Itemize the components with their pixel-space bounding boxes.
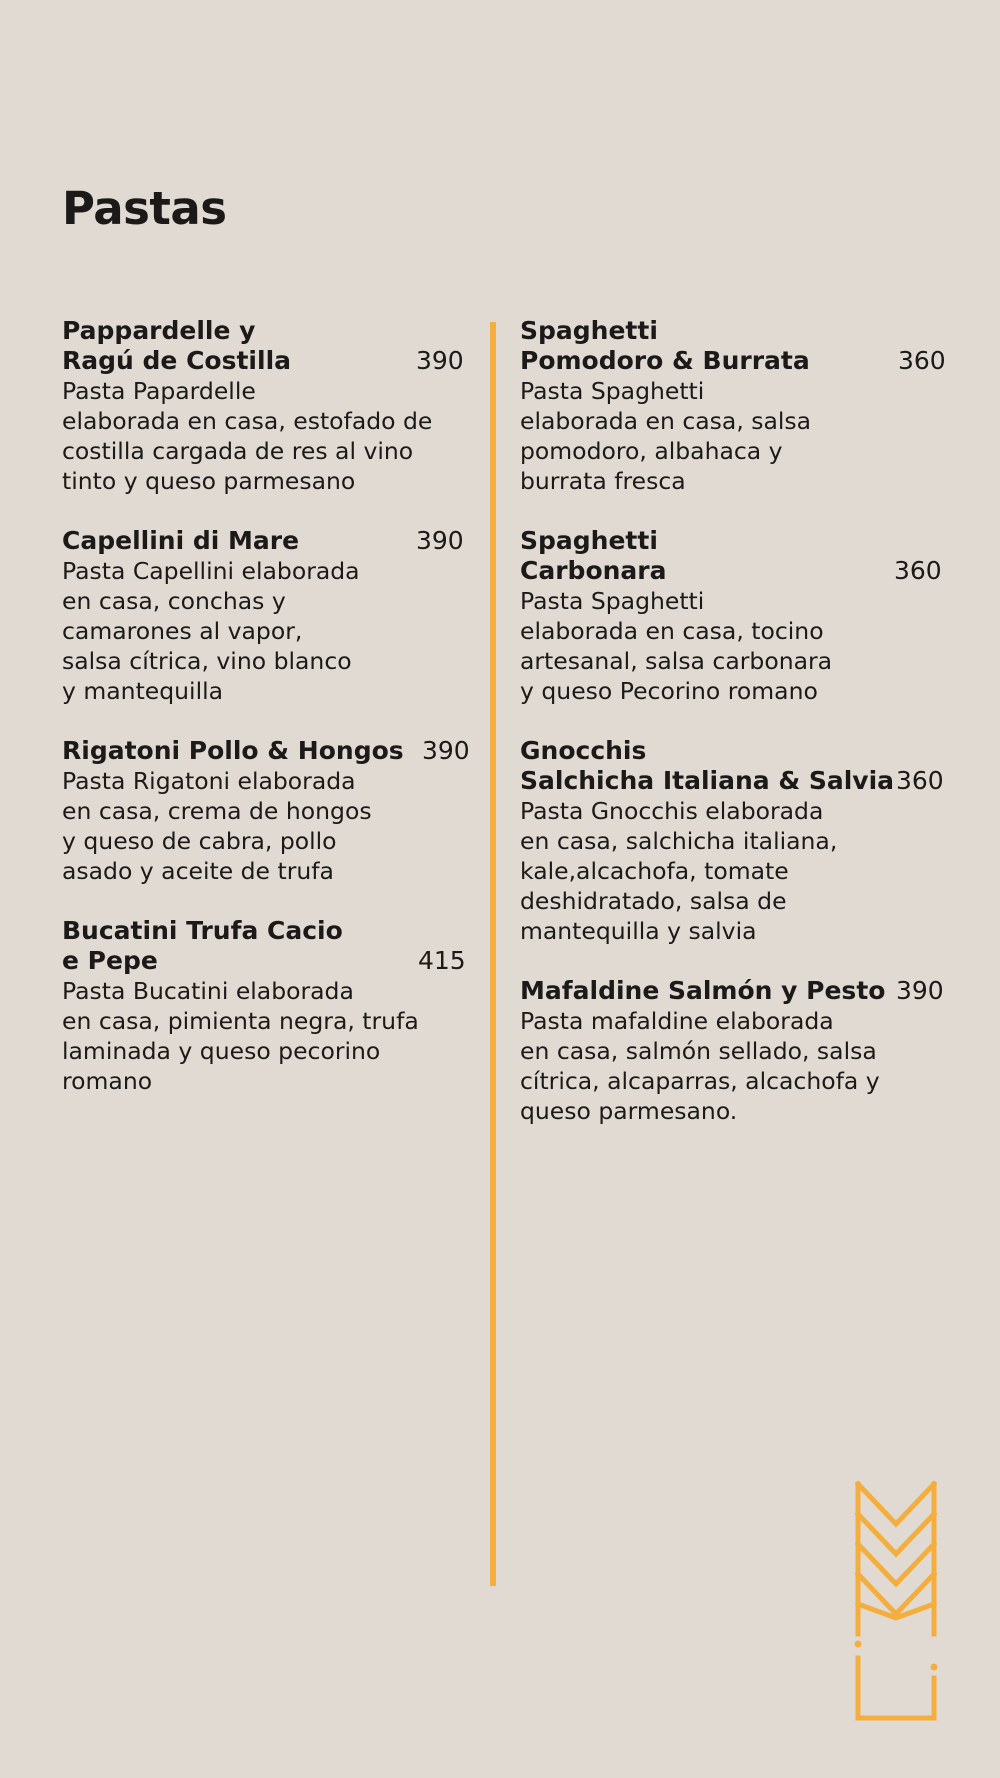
item-name: Capellini di Mare: [62, 526, 300, 555]
item-description: Pasta Spaghetti elaborada en casa, tocino artesanal, salsa carbonara y queso Pecorino romano: [520, 587, 833, 705]
menu-item: [62, 316, 472, 496]
item-name: Bucatini Trufa Cacio e Pepe: [62, 916, 343, 975]
menu-item: [520, 736, 942, 946]
page-title: Pastas: [62, 182, 227, 235]
menu-column-left: [62, 316, 472, 1096]
item-price: 390: [416, 526, 464, 555]
item-name: Mafaldine Salmón y Pesto: [520, 976, 886, 1005]
item-description: Pasta Papardelle elaborada en casa, estofado de costilla cargada de res al vino tinto y queso parmesano: [62, 377, 433, 495]
item-price: 390: [896, 976, 944, 1005]
item-description: Pasta Spaghetti elaborada en casa, salsa pomodoro, albahaca y burrata fresca: [520, 377, 812, 495]
menu-item: [520, 316, 946, 496]
item-price: 360: [896, 766, 944, 795]
item-name: Gnocchis Salchicha Italiana & Salvia: [520, 736, 895, 795]
item-description: Pasta Rigatoni elaborada en casa, crema de hongos y queso de cabra, pollo asado y aceite de trufa: [62, 767, 372, 885]
item-price: 360: [894, 556, 942, 585]
item-name: Spaghetti Carbonara: [520, 526, 667, 585]
item-description: Pasta Gnocchis elaborada en casa, salchicha italiana, kale,alcachofa, tomate deshidratado, salsa de mantequilla y salvia: [520, 797, 838, 945]
menu-item: [62, 526, 472, 706]
menu-item: [62, 916, 472, 1096]
menu-item: [62, 736, 472, 886]
item-price: 390: [422, 736, 470, 765]
menu-item: [520, 526, 942, 706]
item-description: Pasta Bucatini elaborada en casa, pimienta negra, trufa laminada y queso pecorino romano: [62, 977, 419, 1095]
column-divider: [490, 322, 496, 1586]
item-name: Spaghetti Pomodoro & Burrata: [520, 316, 810, 375]
item-price: 415: [418, 946, 466, 975]
item-price: 390: [416, 346, 464, 375]
item-name: Pappardelle y Ragú de Costilla: [62, 316, 292, 375]
item-description: Pasta Capellini elaborada en casa, conchas y camarones al vapor, salsa cítrica, vino blanco y mantequilla: [62, 557, 360, 705]
wheat-logo-icon: [852, 1478, 940, 1724]
item-price: 360: [898, 346, 946, 375]
menu-column-right: [520, 316, 946, 1126]
menu-item: [520, 976, 942, 1126]
item-name: Rigatoni Pollo & Hongos: [62, 736, 404, 765]
item-description: Pasta mafaldine elaborada en casa, salmón sellado, salsa cítrica, alcaparras, alcachofa y queso parmesano.: [520, 1007, 880, 1125]
